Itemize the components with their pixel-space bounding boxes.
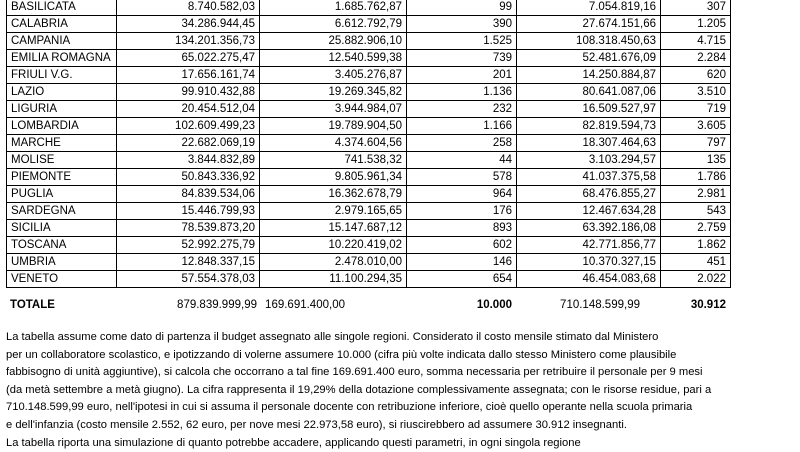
budget-cell: 3.844.832,89: [117, 152, 260, 169]
teachers-cell: 307: [661, 0, 731, 16]
teachers-cell: 797: [661, 135, 731, 152]
totale-budget: 879.839.999,99: [177, 299, 257, 311]
region-name: LOMBARDIA: [7, 118, 117, 135]
table-row: [7, 67, 731, 84]
totale-row: [6, 297, 730, 313]
totale-collaborators: 10.000: [476, 299, 512, 311]
totale-label: TOTALE: [10, 299, 55, 311]
budget-cell: 17.656.161,74: [117, 67, 260, 84]
table-row: [7, 237, 731, 254]
cost-cell: 4.374.604,56: [260, 135, 407, 152]
residual-cell: 41.037.375,58: [517, 169, 661, 186]
table-row: [7, 271, 731, 288]
residual-cell: 3.103.294,57: [517, 152, 661, 169]
region-name: FRIULI V.G.: [7, 67, 117, 84]
teachers-cell: 2.981: [661, 186, 731, 203]
teachers-cell: 3.605: [661, 118, 731, 135]
teachers-cell: 135: [661, 152, 731, 169]
collaborators-cell: 146: [407, 254, 517, 271]
collaborators-cell: 258: [407, 135, 517, 152]
residual-cell: 16.509.527,97: [517, 101, 661, 118]
collaborators-cell: 739: [407, 50, 517, 67]
residual-cell: 63.392.186,08: [517, 220, 661, 237]
table-row: [7, 152, 731, 169]
table-row: [7, 135, 731, 152]
collaborators-cell: 44: [407, 152, 517, 169]
region-name: SICILIA: [7, 220, 117, 237]
budget-cell: 22.682.069,19: [117, 135, 260, 152]
collaborators-cell: 99: [407, 0, 517, 16]
region-name: CAMPANIA: [7, 33, 117, 50]
totale-teachers: 30.912: [690, 299, 726, 311]
budget-cell: 52.992.275,79: [117, 237, 260, 254]
cost-cell: 3.944.984,07: [260, 101, 407, 118]
budget-cell: 84.839.534,06: [117, 186, 260, 203]
table-row: [7, 203, 731, 220]
teachers-cell: 1.862: [661, 237, 731, 254]
residual-cell: 27.674.151,66: [517, 16, 661, 33]
region-name: PUGLIA: [7, 186, 117, 203]
totale-cost: 169.691.400,00: [265, 299, 345, 311]
note-line: La tabella riporta una simulazione di quanto potrebbe accadere, applicando questi parametri, in ogni singola regione: [6, 436, 581, 449]
residual-cell: 46.454.083,68: [517, 271, 661, 288]
teachers-cell: 3.510: [661, 84, 731, 101]
table-row: [7, 254, 731, 271]
collaborators-cell: 390: [407, 16, 517, 33]
explanatory-note: [6, 329, 796, 452]
cost-cell: 1.685.762,87: [260, 0, 407, 16]
table-row: [7, 220, 731, 237]
region-name: EMILIA ROMAGNA: [7, 50, 117, 67]
collaborators-cell: 578: [407, 169, 517, 186]
budget-cell: 102.609.499,23: [117, 118, 260, 135]
residual-cell: 68.476.855,27: [517, 186, 661, 203]
note-line: La tabella assume come dato di partenza il budget assegnato alle singole regioni. Considerato il costo mensile stimato dal Ministero: [6, 331, 659, 343]
budget-cell: 8.740.582,03: [117, 0, 260, 16]
table-row: [7, 33, 731, 50]
residual-cell: 18.307.464,63: [517, 135, 661, 152]
cost-cell: 2.478.010,00: [260, 254, 407, 271]
cost-cell: 19.789.904,50: [260, 118, 407, 135]
teachers-cell: 1.786: [661, 169, 731, 186]
collaborators-cell: 1.136: [407, 84, 517, 101]
table-row: [7, 118, 731, 135]
cost-cell: 19.269.345,82: [260, 84, 407, 101]
residual-cell: 14.250.884,87: [517, 67, 661, 84]
region-name: CALABRIA: [7, 16, 117, 33]
teachers-cell: 2.022: [661, 271, 731, 288]
teachers-cell: 719: [661, 101, 731, 118]
table-row: [7, 169, 731, 186]
budget-cell: 50.843.336,92: [117, 169, 260, 186]
cost-cell: 15.147.687,12: [260, 220, 407, 237]
cost-cell: 9.805.961,34: [260, 169, 407, 186]
teachers-cell: 2.284: [661, 50, 731, 67]
budget-cell: 15.446.799,93: [117, 203, 260, 220]
cost-cell: 3.405.276,87: [260, 67, 407, 84]
table-row: [7, 101, 731, 118]
cost-cell: 12.540.599,38: [260, 50, 407, 67]
region-name: LIGURIA: [7, 101, 117, 118]
budget-cell: 34.286.944,45: [117, 16, 260, 33]
cost-cell: 25.882.906,10: [260, 33, 407, 50]
collaborators-cell: 1.166: [407, 118, 517, 135]
budget-cell: 134.201.356,73: [117, 33, 260, 50]
teachers-cell: 4.715: [661, 33, 731, 50]
budget-cell: 57.554.378,03: [117, 271, 260, 288]
collaborators-cell: 201: [407, 67, 517, 84]
collaborators-cell: 602: [407, 237, 517, 254]
collaborators-cell: 964: [407, 186, 517, 203]
note-line: fabbisogno di unità aggiuntive), si calcola che occorrano a tal fine 169.691.400 euro, somma necessaria per retribuire il personale per 9 mesi: [6, 366, 703, 379]
residual-cell: 82.819.594,73: [517, 118, 661, 135]
region-name: SARDEGNA: [7, 203, 117, 220]
note-line: (da metà settembre a metà giugno). La cifra rappresenta il 19,29% della dotazione complessivamente assegnata; con le risorse residue, pari a: [6, 383, 712, 396]
region-name: PIEMONTE: [7, 169, 117, 186]
residual-cell: 10.370.327,15: [517, 254, 661, 271]
residual-cell: 108.318.450,63: [517, 33, 661, 50]
totale-residual: 710.148.599,99: [560, 299, 640, 311]
teachers-cell: 620: [661, 67, 731, 84]
cost-cell: 10.220.419,02: [260, 237, 407, 254]
table-row: [7, 0, 731, 16]
table-row: [7, 50, 731, 67]
note-line: 710.148.599,99 euro, nell'ipotesi in cui si assuma il personale docente con retribuzione inferiore, cioè quello operante nella scuola primaria: [6, 401, 693, 414]
residual-cell: 52.481.676,09: [517, 50, 661, 67]
region-name: TOSCANA: [7, 237, 117, 254]
residual-cell: 12.467.634,28: [517, 203, 661, 220]
residual-cell: 7.054.819,16: [517, 0, 661, 16]
region-name: LAZIO: [7, 84, 117, 101]
region-name: MARCHE: [7, 135, 117, 152]
cost-cell: 741.538,32: [260, 152, 407, 169]
region-name: UMBRIA: [7, 254, 117, 271]
collaborators-cell: 1.525: [407, 33, 517, 50]
cost-cell: 2.979.165,65: [260, 203, 407, 220]
teachers-cell: 451: [661, 254, 731, 271]
table-body: [7, 0, 731, 288]
region-name: MOLISE: [7, 152, 117, 169]
budget-cell: 99.910.432,88: [117, 84, 260, 101]
note-line: per un collaboratore scolastico, e ipotizzando di volerne assumere 10.000 (cifra più volte indicata dallo stesso Ministero come plausibile: [6, 348, 677, 361]
region-name: VENETO: [7, 271, 117, 288]
residual-cell: 42.771.856,77: [517, 237, 661, 254]
collaborators-cell: 232: [407, 101, 517, 118]
cost-cell: 6.612.792,79: [260, 16, 407, 33]
table-row: [7, 16, 731, 33]
collaborators-cell: 654: [407, 271, 517, 288]
regional-budget-table: [6, 0, 731, 288]
cost-cell: 16.362.678,79: [260, 186, 407, 203]
region-name: BASILICATA: [7, 0, 117, 16]
teachers-cell: 1.205: [661, 16, 731, 33]
collaborators-cell: 176: [407, 203, 517, 220]
budget-cell: 65.022.275,47: [117, 50, 260, 67]
table-row: [7, 186, 731, 203]
table-row: [7, 84, 731, 101]
cost-cell: 11.100.294,35: [260, 271, 407, 288]
teachers-cell: 2.759: [661, 220, 731, 237]
residual-cell: 80.641.087,06: [517, 84, 661, 101]
collaborators-cell: 893: [407, 220, 517, 237]
budget-cell: 20.454.512,04: [117, 101, 260, 118]
budget-cell: 78.539.873,20: [117, 220, 260, 237]
teachers-cell: 543: [661, 203, 731, 220]
note-line: e dell'infanzia (costo mensile 2.552, 62 euro, per nove mesi 22.973,58 euro), si riuscirebbero ad assumere 30.912 insegnanti.: [6, 418, 627, 431]
budget-cell: 12.848.337,15: [117, 254, 260, 271]
